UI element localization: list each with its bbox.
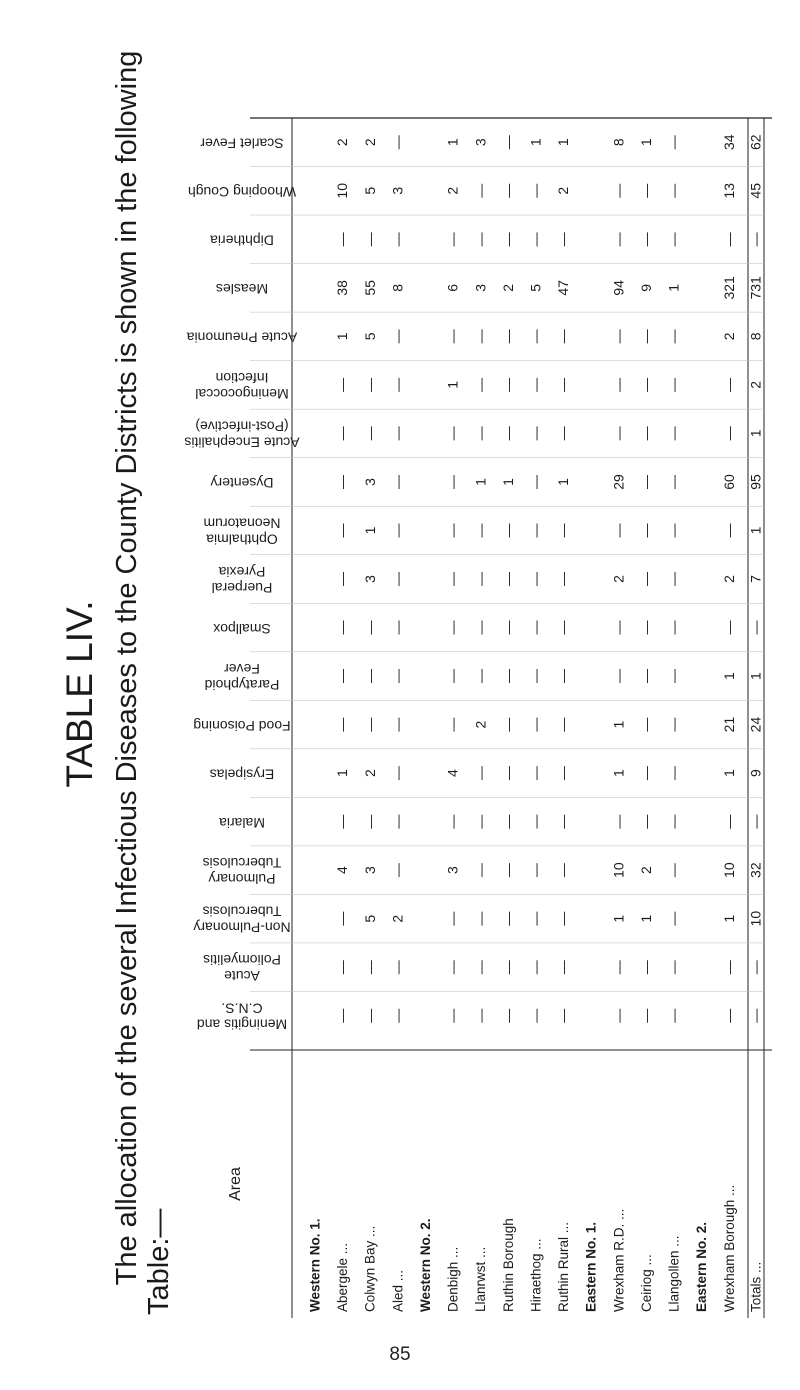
table-cell: —: [610, 1008, 627, 1023]
table-cell: 5: [527, 283, 544, 292]
area-name: Wrexham R.D. ...: [611, 1208, 627, 1312]
table-cell: —: [527, 669, 544, 684]
table-cell: —: [665, 377, 682, 392]
table-cell: —: [720, 426, 737, 441]
table-cell: —: [389, 474, 406, 489]
table-cell: —: [389, 620, 406, 635]
table-cell: —: [527, 911, 544, 926]
table-cell: 1: [499, 478, 516, 486]
area-header: Area: [227, 1167, 245, 1201]
table-cell: —: [555, 911, 572, 926]
table-cell: 60: [720, 474, 737, 490]
table-cell: —: [555, 863, 572, 878]
table-cell: —: [472, 814, 489, 829]
area-name: Eastern No. 1.: [583, 1221, 599, 1312]
table-cell: —: [499, 960, 516, 975]
column-header: Non-PulmonaryTuberculosis: [193, 903, 291, 936]
table-cell: —: [472, 911, 489, 926]
table-cell: —: [665, 426, 682, 441]
table-cell: 32: [747, 862, 764, 878]
table-cell: —: [720, 1008, 737, 1023]
table-cell: —: [334, 669, 351, 684]
table-cell: —: [334, 620, 351, 635]
table-cell: —: [444, 620, 461, 635]
table-cell: 5: [361, 332, 378, 341]
table-cell: 1: [555, 478, 572, 486]
table-cell: —: [638, 523, 655, 538]
table-cell: 55: [361, 280, 378, 296]
table-cell: —: [720, 232, 737, 247]
table-cell: 34: [720, 134, 737, 151]
table-cell: —: [334, 717, 351, 732]
table-cell: —: [527, 232, 544, 247]
area-name: Colwyn Bay ...: [362, 1225, 378, 1312]
table-cell: —: [555, 523, 572, 538]
column-header: PuerperalPyrexia: [211, 564, 273, 597]
table-cell: —: [389, 135, 406, 150]
table-cell: 1: [361, 526, 378, 535]
column-header: Whooping Cough: [187, 184, 297, 201]
caption-line-2: Table:—: [143, 1208, 175, 1315]
table-cell: —: [499, 377, 516, 392]
table-cell: —: [610, 960, 627, 975]
table-cell: —: [389, 329, 406, 344]
table-cell: —: [389, 863, 406, 878]
table-cell: —: [361, 426, 378, 441]
area-name: Western No. 2.: [417, 1218, 433, 1312]
table-cell: —: [638, 232, 655, 247]
table-cell: —: [389, 1008, 406, 1023]
column-header: Meningitis andC.N.S.: [196, 1001, 288, 1034]
table-cell: —: [527, 717, 544, 732]
table-cell: —: [720, 960, 737, 975]
table-cell: —: [389, 377, 406, 392]
table-cell: 1: [747, 429, 764, 438]
table-cell: —: [499, 426, 516, 441]
table-cell: 5: [361, 186, 378, 195]
table-cell: —: [444, 474, 461, 489]
table-cell: —: [665, 523, 682, 538]
area-name: Abergele ...: [335, 1242, 350, 1312]
table-cell: 95: [747, 474, 764, 490]
area-name: Denbigh ...: [445, 1246, 461, 1312]
table-cell: —: [638, 960, 655, 975]
table-cell: —: [389, 523, 406, 538]
table-cell: —: [638, 572, 655, 586]
table-cell: —: [334, 814, 351, 829]
table-cell: —: [444, 911, 461, 926]
table-cell: 7: [747, 575, 764, 583]
table-cell: —: [472, 232, 489, 247]
table-cell: —: [444, 329, 461, 344]
table-cell: —: [444, 717, 461, 732]
table-cell: —: [444, 572, 461, 586]
table-cell: —: [361, 232, 378, 247]
area-name: Llanrwst ...: [473, 1246, 489, 1312]
table-cell: —: [499, 572, 516, 586]
table-cell: 3: [444, 866, 461, 875]
table-cell: —: [747, 814, 764, 829]
table-cell: —: [555, 669, 572, 684]
table-cell: —: [361, 1008, 378, 1023]
table-cell: —: [444, 1008, 461, 1023]
table-cell: 9: [638, 283, 655, 292]
table-cell: 2: [389, 914, 406, 923]
table-cell: 321: [720, 276, 737, 300]
table-cell: —: [665, 135, 682, 150]
table-cell: 8: [747, 332, 764, 341]
table-cell: —: [610, 183, 627, 198]
table-cell: 2: [555, 186, 572, 195]
table-cell: —: [389, 717, 406, 732]
table-cell: —: [555, 232, 572, 247]
table-cell: —: [527, 183, 544, 198]
table-cell: —: [389, 814, 406, 829]
table-cell: —: [472, 329, 489, 344]
table-cell: —: [638, 717, 655, 732]
table-cell: 3: [472, 138, 489, 147]
table-cell: —: [665, 960, 682, 975]
table-cell: —: [555, 620, 572, 635]
table-cell: 1: [610, 720, 627, 729]
table-cell: 2: [638, 866, 655, 875]
area-name: Western No. 1.: [307, 1218, 323, 1312]
table-cell: —: [472, 183, 489, 198]
table-cell: —: [334, 523, 351, 538]
table-cell: —: [361, 377, 378, 392]
table-cell: 3: [361, 575, 378, 583]
table-cell: —: [527, 1008, 544, 1023]
table-cell: —: [610, 814, 627, 829]
table-cell: —: [610, 426, 627, 441]
area-name: Ruthin Rural ...: [556, 1221, 571, 1312]
table-cell: —: [665, 329, 682, 344]
table-cell: —: [527, 863, 544, 878]
table-cell: —: [610, 620, 627, 635]
table-cell: —: [389, 669, 406, 684]
column-header: AcutePoliomyelitis: [203, 952, 281, 985]
table-cell: 2: [747, 380, 764, 389]
table-cell: 10: [334, 183, 351, 199]
table-cell: —: [527, 426, 544, 441]
table-cell: —: [334, 960, 351, 975]
table-cell: 3: [361, 866, 378, 875]
table-cell: —: [389, 960, 406, 975]
area-name: Eastern No. 2.: [694, 1221, 710, 1312]
table-cell: —: [665, 863, 682, 878]
table-cell: —: [638, 474, 655, 489]
table-title: TABLE LIV.: [59, 600, 100, 788]
table-cell: —: [499, 329, 516, 344]
table-cell: —: [527, 620, 544, 635]
table-cell: —: [334, 474, 351, 489]
column-header: Diphtheria: [210, 232, 274, 249]
table-cell: —: [747, 232, 764, 247]
table-cell: —: [527, 377, 544, 392]
table-cell: 2: [361, 769, 378, 778]
column-header: MeningococcalInfection: [195, 370, 289, 403]
table-cell: —: [720, 814, 737, 829]
table-cell: 13: [720, 183, 737, 199]
table-cell: 1: [610, 914, 627, 923]
table-cell: 1: [334, 769, 351, 778]
table-cell: —: [444, 669, 461, 684]
column-header: Acute Pneumonia: [186, 329, 298, 346]
table-cell: —: [389, 572, 406, 586]
table-cell: —: [665, 814, 682, 829]
table-cell: 5: [361, 914, 378, 923]
table-cell: —: [610, 377, 627, 392]
table-cell: —: [555, 717, 572, 732]
table-cell: —: [527, 960, 544, 975]
table-cell: —: [527, 523, 544, 538]
table-cell: —: [444, 960, 461, 975]
column-header: Acute Encephalitis(Post-infective): [184, 418, 300, 451]
table-cell: 2: [720, 332, 737, 341]
table-cell: —: [361, 960, 378, 975]
area-name: Hiraethog ...: [528, 1238, 544, 1312]
table-cell: 1: [720, 672, 737, 680]
table-cell: —: [610, 232, 627, 247]
column-header: Smallpox: [213, 620, 271, 637]
table-cell: —: [665, 669, 682, 684]
table-cell: —: [499, 1008, 516, 1023]
table-cell: —: [527, 572, 544, 586]
table-cell: —: [389, 766, 406, 781]
table-cell: —: [665, 620, 682, 635]
table-cell: —: [334, 1008, 351, 1023]
table-cell: 4: [444, 769, 461, 778]
table-cell: 1: [444, 380, 461, 389]
table-cell: —: [361, 620, 378, 635]
column-header: Measles: [215, 281, 269, 298]
table-cell: 94: [610, 280, 627, 296]
table-cell: —: [665, 232, 682, 247]
column-header: PulmonaryTuberculosis: [202, 855, 282, 888]
table-cell: —: [555, 572, 572, 586]
table-cell: —: [499, 669, 516, 684]
table-cell: —: [665, 911, 682, 926]
table-cell: —: [472, 960, 489, 975]
table-cell: —: [472, 863, 489, 878]
table-cell: —: [334, 377, 351, 392]
table-cell: —: [472, 1008, 489, 1023]
table-cell: —: [665, 1008, 682, 1023]
table-cell: —: [527, 814, 544, 829]
table-cell: 2: [499, 283, 516, 292]
table-cell: —: [499, 523, 516, 538]
column-header: Erysipelas: [209, 766, 275, 783]
table-cell: 1: [665, 283, 682, 292]
table-cell: —: [334, 911, 351, 926]
table-cell: 731: [747, 276, 764, 300]
table-cell: 1: [638, 914, 655, 923]
table-cell: 6: [444, 283, 461, 292]
table-cell: —: [638, 377, 655, 392]
table-cell: —: [527, 329, 544, 344]
table-cell: —: [472, 572, 489, 586]
table-cell: 1: [334, 332, 351, 341]
table-cell: 2: [334, 138, 351, 147]
table-cell: —: [665, 717, 682, 732]
area-name: Ceiriog ...: [638, 1254, 654, 1312]
table-cell: —: [499, 620, 516, 635]
caption-line-1: The allocation of the several Infectious Diseases to the County Districts is shown in the following: [111, 50, 143, 1286]
table-cell: —: [665, 572, 682, 586]
table-cell: —: [499, 863, 516, 878]
table-cell: 29: [610, 474, 627, 490]
table-cell: 62: [747, 134, 764, 151]
table-cell: —: [499, 814, 516, 829]
table-cell: 10: [610, 862, 627, 878]
table-cell: 10: [747, 910, 764, 927]
table-cell: —: [638, 1008, 655, 1023]
table-cell: 38: [334, 280, 351, 296]
table-cell: —: [389, 232, 406, 247]
column-header: Scarlet Fever: [200, 135, 284, 152]
table-cell: 47: [555, 280, 572, 296]
table-cell: —: [499, 766, 516, 781]
table-cell: —: [555, 1008, 572, 1023]
table-cell: —: [361, 717, 378, 732]
table-cell: —: [610, 329, 627, 344]
table-cell: —: [555, 766, 572, 781]
column-header: Malaria: [219, 814, 265, 831]
table-cell: —: [472, 426, 489, 441]
table-cell: 3: [472, 283, 489, 292]
table-cell: —: [665, 183, 682, 198]
table-cell: 3: [389, 186, 406, 195]
table-cell: —: [638, 766, 655, 781]
table-cell: —: [527, 474, 544, 489]
table-cell: 8: [610, 138, 627, 147]
table-cell: 2: [720, 575, 737, 583]
area-name: Aled ...: [390, 1269, 406, 1312]
table-cell: —: [472, 620, 489, 635]
table-cell: 24: [747, 716, 764, 733]
table-cell: 10: [720, 862, 737, 878]
table-cell: —: [499, 232, 516, 247]
table-cell: —: [720, 620, 737, 635]
table-cell: 1: [638, 138, 655, 147]
table-cell: —: [444, 814, 461, 829]
table-cell: —: [472, 669, 489, 684]
page-number: 85: [389, 1344, 411, 1365]
table-cell: —: [610, 669, 627, 684]
table-cell: —: [334, 426, 351, 441]
column-header: OphthalmiaNeonatorum: [203, 515, 281, 548]
table-cell: —: [720, 523, 737, 538]
table-cell: 2: [610, 575, 627, 583]
table-cell: —: [361, 814, 378, 829]
table-cell: 1: [720, 914, 737, 923]
table-cell: —: [638, 426, 655, 441]
area-name: Llangollen ...: [666, 1235, 682, 1312]
table-cell: —: [555, 814, 572, 829]
table-cell: —: [444, 232, 461, 247]
table-cell: 1: [555, 138, 572, 147]
table-cell: 1: [747, 526, 764, 535]
area-name: Totals ...: [748, 1261, 764, 1312]
table-cell: —: [638, 669, 655, 684]
table-cell: 3: [361, 478, 378, 486]
table-cell: 4: [334, 866, 351, 875]
table-cell: —: [334, 572, 351, 586]
table-cell: —: [747, 1008, 764, 1023]
column-header: Dysentery: [210, 475, 274, 492]
table-cell: —: [665, 766, 682, 781]
table-cell: 21: [720, 716, 737, 733]
area-name: Wrexham Borough ...: [721, 1184, 737, 1312]
table-cell: 2: [472, 720, 489, 729]
table-cell: —: [472, 523, 489, 538]
table-cell: —: [638, 814, 655, 829]
table-cell: —: [444, 426, 461, 441]
table-cell: —: [499, 717, 516, 732]
table-cell: —: [361, 669, 378, 684]
table-cell: 8: [389, 283, 406, 292]
column-header: ParatyphoidFever: [204, 661, 280, 694]
table-cell: 1: [527, 138, 544, 147]
table-cell: —: [444, 523, 461, 538]
table-cell: 1: [720, 769, 737, 778]
table-cell: —: [665, 474, 682, 489]
table-cell: 45: [747, 183, 764, 199]
table-cell: —: [555, 329, 572, 344]
table-cell: 9: [747, 769, 764, 778]
table-cell: —: [555, 426, 572, 441]
table-cell: —: [610, 523, 627, 538]
table-cell: —: [472, 377, 489, 392]
table-cell: 1: [472, 478, 489, 486]
table-cell: —: [389, 426, 406, 441]
table-cell: —: [334, 232, 351, 247]
table-cell: —: [747, 960, 764, 975]
table-cell: 1: [610, 769, 627, 778]
table-cell: —: [499, 911, 516, 926]
table-cell: —: [638, 329, 655, 344]
table-cell: —: [747, 620, 764, 635]
table-cell: 2: [444, 186, 461, 195]
table-cell: —: [638, 620, 655, 635]
area-name: Ruthin Borough: [500, 1218, 516, 1312]
table-cell: 1: [747, 672, 764, 680]
table-cell: —: [499, 183, 516, 198]
table-cell: —: [638, 183, 655, 198]
table-cell: —: [720, 377, 737, 392]
column-header: Food Poisoning: [193, 717, 291, 734]
table-cell: —: [499, 135, 516, 150]
table-cell: 1: [444, 138, 461, 147]
table-cell: —: [555, 960, 572, 975]
table-cell: —: [472, 766, 489, 781]
table-cell: 2: [361, 138, 378, 147]
table-cell: —: [555, 377, 572, 392]
table-cell: —: [527, 766, 544, 781]
